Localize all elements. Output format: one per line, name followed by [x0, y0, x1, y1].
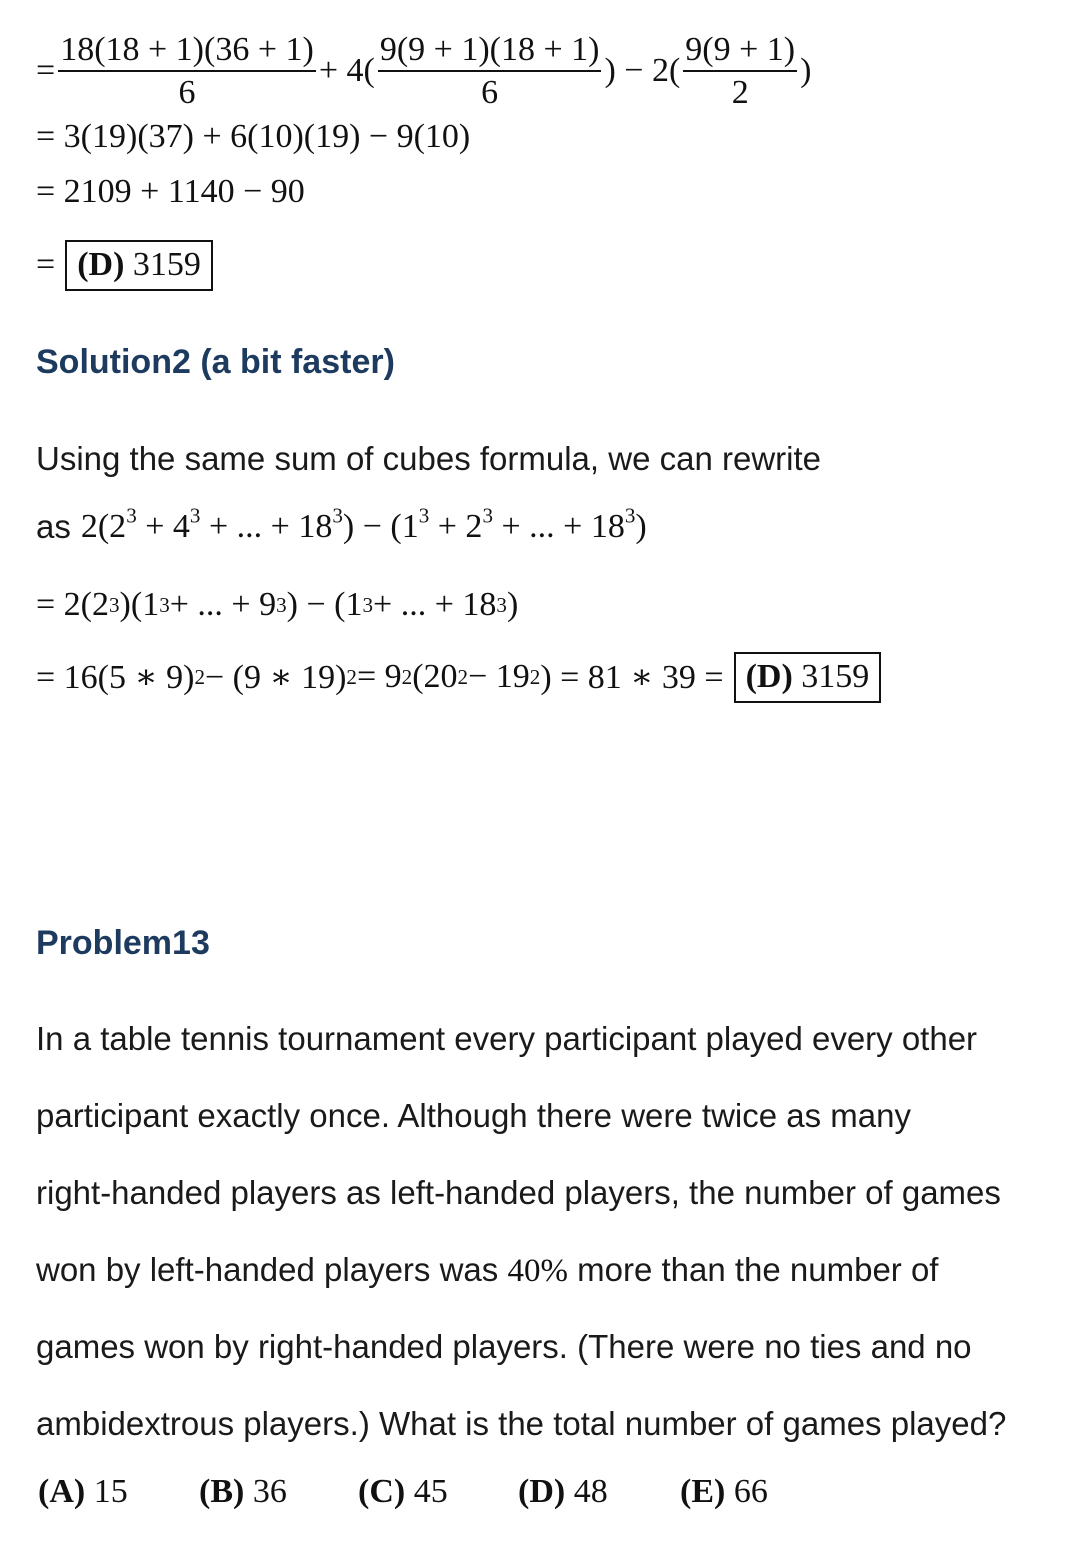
solution1-line2: = 3(19)(37) + 6(10)(19) − 9(10): [36, 118, 471, 155]
choice-value: 45: [413, 1473, 448, 1510]
solution2-line-c: = 16(5 ∗ 9) 2 − (9 ∗ 19) 2 = 9 2 (20 2 − 19 2 ) = 81 ∗ 39 = (D) 3159: [36, 652, 881, 703]
choice-d: [518, 1473, 608, 1511]
solution2-line-as: [36, 503, 647, 546]
solution2-intro: Using the same sum of cubes formula, we can rewrite: [36, 440, 821, 477]
answer-value: 3159: [132, 246, 201, 283]
boxed-answer: [734, 652, 882, 703]
expr-part: ): [635, 508, 647, 545]
choice-letter: (C): [358, 1473, 406, 1510]
choice-c: [358, 1473, 448, 1511]
operator-plus-4: + 4(: [318, 52, 375, 89]
choice-letter: (B): [199, 1473, 245, 1510]
expr-part: ) − (1: [342, 508, 419, 545]
expr-part: − (9 ∗ 19): [204, 659, 347, 697]
exponent: 3: [624, 503, 636, 528]
fraction-1: [58, 31, 316, 112]
expr-part: − 19: [468, 658, 530, 696]
solution2-heading: Solution2 (a bit faster): [36, 343, 395, 381]
closing-paren: ): [800, 52, 812, 89]
expr-part: 2(2: [80, 508, 127, 545]
fraction-2-denominator: 6: [481, 74, 499, 111]
fraction-2-numerator: 9(9 + 1)(18 + 1): [378, 31, 602, 72]
choice-value: 66: [733, 1473, 768, 1510]
exponent: 3: [189, 503, 201, 528]
expr-part: + ... + 9: [169, 586, 277, 623]
expr-part: + 2: [429, 508, 483, 545]
expression-as: [80, 503, 647, 546]
expr-part: = 16(5 ∗ 9): [36, 659, 195, 697]
expr-part: + ... + 18: [200, 508, 333, 545]
choice-value: 36: [252, 1473, 287, 1510]
expr-part: ) − (1: [286, 586, 363, 623]
answer-letter: (D): [745, 658, 793, 695]
fraction-2: [378, 31, 602, 112]
expr-part: = 2(2: [36, 586, 109, 623]
problem-line-5: games won by right-handed players. (There were no ties and no: [36, 1328, 972, 1365]
choice-a: [38, 1473, 128, 1511]
expr-part: (20: [412, 658, 458, 696]
choice-letter: (E): [680, 1473, 726, 1510]
boxed-answer: [65, 240, 213, 291]
solution1-line3: = 2109 + 1140 − 90: [36, 173, 305, 210]
expr-part: + ... + 18: [373, 586, 497, 623]
as-word: as: [36, 508, 71, 545]
fraction-3-denominator: 2: [731, 74, 749, 111]
fraction-1-numerator: 18(18 + 1)(36 + 1): [58, 31, 316, 72]
exponent: 3: [482, 503, 493, 528]
fraction-1-denominator: 6: [178, 74, 196, 111]
exponent: 3: [126, 503, 137, 528]
expr-part: ): [506, 586, 519, 623]
exponent: 3: [418, 503, 430, 528]
percent-value: 40%: [507, 1253, 568, 1289]
problem-text: won by left-handed players was: [36, 1251, 508, 1288]
problem-line-6: ambidextrous players.) What is the total number of games played?: [36, 1405, 1007, 1442]
solution2-line-b: = 2(2 3 )(1 3 + ... + 9 3 ) − (1 3 + ... + 18 3 ): [36, 586, 519, 623]
expr-part: )(1: [119, 586, 160, 623]
operator-minus-2: ) − 2(: [604, 52, 681, 89]
expr-part: ) = 81 ∗ 39 =: [540, 659, 724, 697]
choice-value: 48: [573, 1473, 608, 1510]
equals-sign: =: [36, 246, 56, 284]
expr-part: + 4: [136, 508, 190, 545]
problem-line-1: In a table tennis tournament every participant played every other: [36, 1020, 978, 1057]
problem-line-3: right-handed players as left-handed players, the number of games: [36, 1174, 1001, 1211]
exponent: 3: [332, 503, 343, 528]
choice-letter: (D): [518, 1473, 566, 1510]
expr-part: = 9: [356, 658, 402, 696]
choice-letter: (A): [38, 1473, 86, 1510]
choice-e: [680, 1473, 768, 1511]
equals-sign: =: [36, 52, 56, 89]
choice-value: 15: [93, 1473, 128, 1510]
problem-line-4: [36, 1251, 938, 1290]
fraction-3-numerator: 9(9 + 1): [683, 31, 797, 72]
problem-line-2: participant exactly once. Although there were twice as many: [36, 1097, 911, 1134]
fraction-3: [683, 31, 797, 112]
problem-text: more than the number of: [567, 1251, 939, 1288]
problem13-heading: Problem13: [36, 924, 210, 962]
solution1-line1: [36, 30, 811, 112]
solution1-line4: [36, 240, 213, 291]
answer-letter: (D): [77, 246, 125, 283]
expr-part: + ... + 18: [492, 508, 625, 545]
answer-value: 3159: [801, 658, 870, 695]
choice-b: [199, 1473, 287, 1511]
